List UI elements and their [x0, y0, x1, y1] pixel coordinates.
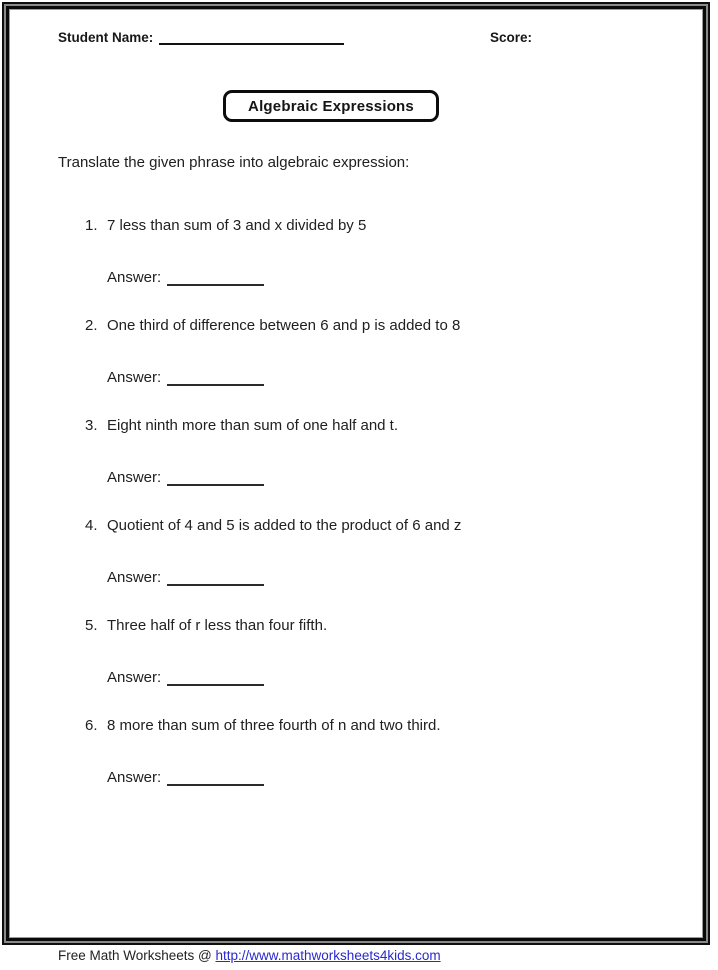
question-block [0, 517, 718, 617]
answer-row [107, 369, 264, 386]
question-text: Three half of r less than four fifth. [107, 617, 328, 634]
question-number: 6. [85, 717, 98, 734]
question-block [0, 717, 718, 817]
question-block [0, 417, 718, 517]
worksheet-title: Algebraic Expressions [248, 97, 414, 115]
question-block [0, 217, 718, 317]
answer-row [107, 269, 264, 286]
answer-label: Answer: [107, 769, 162, 786]
question-number: 4. [85, 517, 98, 534]
answer-label: Answer: [107, 469, 162, 486]
student-name-field [58, 30, 344, 45]
answer-label: Answer: [107, 569, 162, 586]
score-label: Score: [490, 30, 533, 45]
worksheet-title-box [223, 90, 439, 122]
question-number: 5. [85, 617, 98, 634]
footer-link[interactable]: http://www.mathworksheets4kids.com [215, 948, 441, 963]
answer-blank-line [167, 471, 264, 486]
question-block [0, 317, 718, 417]
student-name-blank-line [159, 30, 344, 45]
answer-blank-line [167, 771, 264, 786]
answer-blank-line [167, 371, 264, 386]
question-list [0, 217, 718, 817]
question-text: One third of difference between 6 and p is added to 8 [107, 317, 461, 334]
student-name-label: Student Name: [58, 30, 154, 45]
answer-row [107, 669, 264, 686]
question-block [0, 617, 718, 717]
question-text: 8 more than sum of three fourth of n and two third. [107, 717, 441, 734]
question-number: 1. [85, 217, 98, 234]
footer-credit-text: Free Math Worksheets @ [58, 948, 216, 963]
answer-row [107, 469, 264, 486]
question-text: Eight ninth more than sum of one half and t. [107, 417, 399, 434]
question-number: 2. [85, 317, 98, 334]
instruction-text: Translate the given phrase into algebraic expression: [58, 154, 410, 171]
question-text: Quotient of 4 and 5 is added to the product of 6 and z [107, 517, 462, 534]
answer-blank-line [167, 671, 264, 686]
answer-row [107, 569, 264, 586]
answer-blank-line [167, 571, 264, 586]
question-number: 3. [85, 417, 98, 434]
answer-label: Answer: [107, 369, 162, 386]
answer-row [107, 769, 264, 786]
answer-label: Answer: [107, 669, 162, 686]
answer-blank-line [167, 271, 264, 286]
footer [58, 948, 441, 963]
question-text: 7 less than sum of 3 and x divided by 5 [107, 217, 367, 234]
answer-label: Answer: [107, 269, 162, 286]
